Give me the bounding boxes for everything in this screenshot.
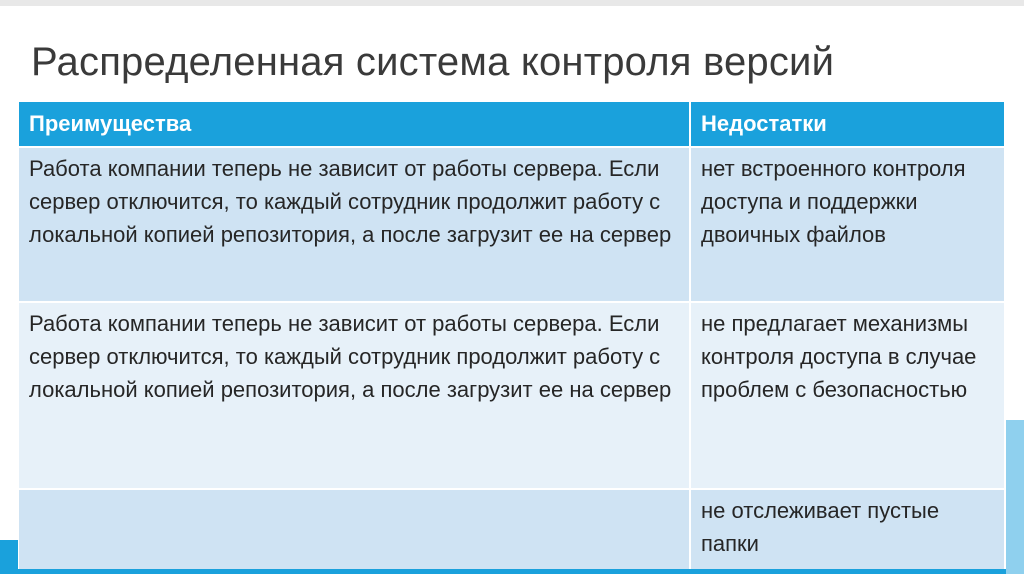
header-disadvantages: Недостатки (689, 102, 1004, 146)
disadvantage-cell: не отслеживает пустые папки (689, 490, 1004, 574)
left-accent-block (0, 540, 18, 574)
advantage-cell: Работа компании теперь не зависит от работы сервера. Если сервер отключится, то каждый сотрудник продолжит работу с локальной копией репозитория, а после загрузит ее на сервер (29, 156, 672, 247)
top-bar (0, 0, 1024, 6)
disadvantage-cell: не предлагает механизмы контроля доступа в случае проблем с безопасностью (689, 303, 1004, 488)
advantage-cell (19, 490, 689, 574)
header-advantages: Преимущества (29, 111, 192, 136)
advantage-cell: Работа компании теперь не зависит от работы сервера. Если сервер отключится, то каждый сотрудник продолжит работу с локальной копией репозитория, а после загрузит ее на сервер (29, 311, 672, 402)
comparison-table (19, 102, 1004, 574)
table-header-row (19, 102, 1004, 146)
table-row (19, 301, 1004, 488)
slide-title: Распределенная система контроля версий (31, 40, 835, 84)
table-row (19, 146, 1004, 301)
table-row (19, 488, 1004, 574)
right-accent-block (1006, 420, 1024, 574)
disadvantage-cell: нет встроенного контроля доступа и поддержки двоичных файлов (689, 148, 1004, 301)
